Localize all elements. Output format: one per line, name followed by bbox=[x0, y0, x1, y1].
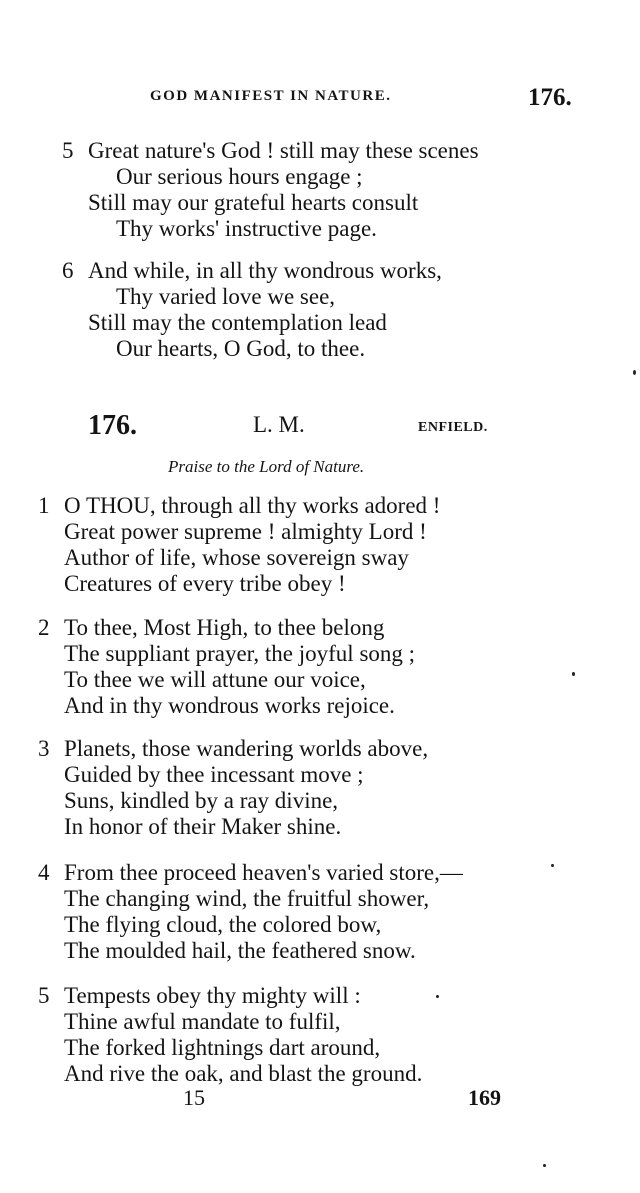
verse-line: Thy varied love we see, bbox=[116, 284, 336, 309]
print-speck bbox=[551, 864, 554, 867]
hymn-subtitle: Praise to the Lord of Nature. bbox=[168, 457, 365, 476]
page-footer bbox=[0, 1085, 640, 1115]
verse-line: Our serious hours engage ; bbox=[116, 164, 363, 189]
verse-line: Great power supreme ! almighty Lord ! bbox=[64, 519, 427, 544]
folio-number: 169 bbox=[468, 1085, 501, 1110]
stanza-number: 3 bbox=[38, 736, 50, 761]
stanza-number: 4 bbox=[38, 860, 50, 885]
verse-line: Still may the contemplation lead bbox=[88, 310, 387, 335]
verse-line: Our hearts, O God, to thee. bbox=[116, 336, 366, 361]
verse-line: In honor of their Maker shine. bbox=[64, 814, 342, 839]
signature-mark: 15 bbox=[183, 1085, 205, 1110]
page-number: 176. bbox=[528, 84, 572, 111]
verse-line: The flying cloud, the colored bow, bbox=[64, 912, 382, 937]
stanza-number: 1 bbox=[38, 493, 50, 518]
verse-line: Suns, kindled by a ray divine, bbox=[64, 788, 339, 813]
verse-line: Tempests obey thy mighty will : bbox=[64, 983, 361, 1008]
verse-line: And while, in all thy wondrous works, bbox=[88, 258, 442, 283]
running-title: GOD MANIFEST IN NATURE. bbox=[150, 88, 392, 104]
verse-line: Guided by thee incessant move ; bbox=[64, 762, 364, 787]
print-speck bbox=[543, 1164, 546, 1167]
stanza-number: 6 bbox=[62, 258, 74, 283]
hymn-meter: L. M. bbox=[253, 412, 305, 437]
verse-line: To thee, Most High, to thee belong bbox=[64, 615, 385, 640]
verse-line: The moulded hail, the feathered snow. bbox=[64, 938, 416, 963]
verse-line: From thee proceed heaven's varied store,— bbox=[64, 860, 463, 885]
verse-line: Thy works' instructive page. bbox=[116, 216, 377, 241]
print-speck bbox=[572, 672, 575, 676]
running-head bbox=[0, 84, 640, 114]
verse-line: And in thy wondrous works rejoice. bbox=[64, 693, 395, 718]
stanza-number: 5 bbox=[38, 983, 50, 1008]
print-speck bbox=[633, 370, 636, 375]
verse-line: Thine awful mandate to fulfil, bbox=[64, 1009, 341, 1034]
verse-line: The suppliant prayer, the joyful song ; bbox=[64, 641, 416, 666]
hymn-number: 176. bbox=[88, 410, 137, 441]
verse-line: Still may our grateful hearts consult bbox=[88, 190, 419, 215]
verse-line: The changing wind, the fruitful shower, bbox=[64, 886, 430, 911]
stanza-number: 5 bbox=[62, 138, 74, 163]
first-words: O THOU, bbox=[64, 493, 156, 518]
first-line-rest: through all thy works adored ! bbox=[155, 493, 441, 518]
print-speck bbox=[436, 995, 439, 998]
hymn-tune: ENFIELD. bbox=[418, 420, 488, 435]
verse-line: The forked lightnings dart around, bbox=[64, 1035, 381, 1060]
verse-line bbox=[64, 493, 440, 519]
verse-line: And rive the oak, and blast the ground. bbox=[64, 1061, 423, 1086]
verse-line: Creatures of every tribe obey ! bbox=[64, 571, 346, 596]
hymn-header bbox=[0, 410, 640, 446]
stanza-number: 2 bbox=[38, 615, 50, 640]
verse-line: Author of life, whose sovereign sway bbox=[64, 545, 409, 570]
verse-line: To thee we will attune our voice, bbox=[64, 667, 366, 692]
verse-line: Planets, those wandering worlds above, bbox=[64, 736, 429, 761]
verse-line: Great nature's God ! still may these scenes bbox=[88, 138, 479, 163]
